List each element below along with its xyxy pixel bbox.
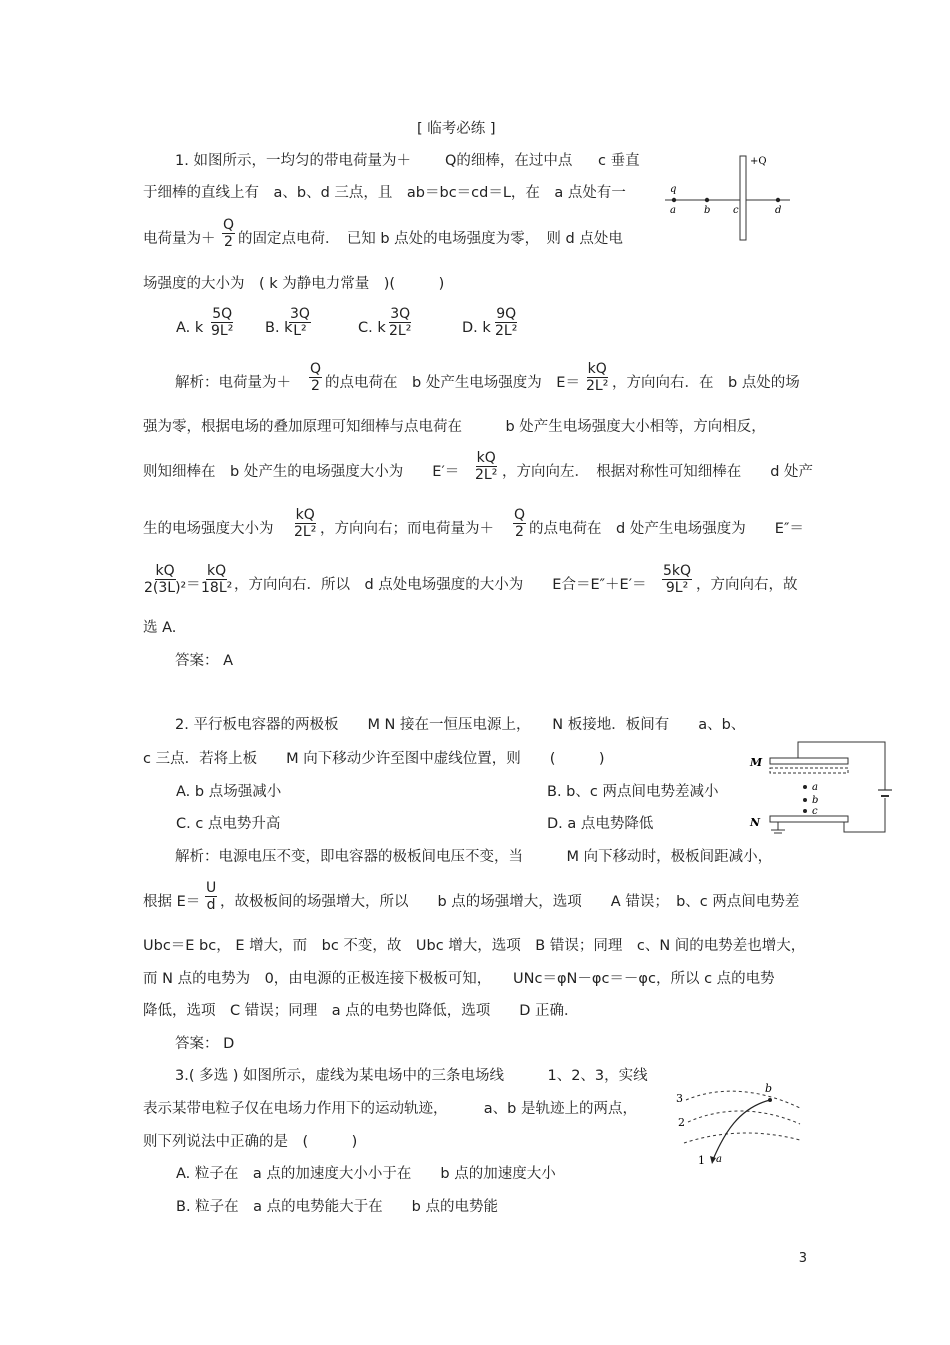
s1-fraction-kq-2l2-a: $\frac{kQ}{\text{2L²}}$ [586, 361, 609, 394]
s2-line1: 解析：电源电压不变，即电容器的极板间电压不变，当 M 向下移动时，极板间距减小， [175, 849, 773, 865]
s1-line1a: 解析：电荷量为＋ [175, 375, 291, 391]
s2-line2b: ，故极板间的场强增大，所以 b 点的场强增大，选项 A 错误； b、c 两点间电势差 [220, 894, 800, 910]
fig2-label-n: N [750, 816, 761, 829]
q1-line4: 场强度的大小为 ( k 为静电力常量 )( ) [143, 276, 445, 292]
q2-line2: c 三点．若将上板 M 向下移动少许至图中虚线位置，则 ( ) [143, 751, 605, 767]
q3-line2: 表示某带电粒子仅在电场力作用下的运动轨迹， a、b 是轨迹上的两点， [143, 1101, 637, 1117]
s2-line3: Ubc＝E bc， E 增大，而 bc 不变，故 Ubc 增大，选项 B 错误；同理 c、N 间的电势差也增大， [143, 938, 806, 954]
s2-line5: 降低，选项 C 错误；同理 a 点的电势也降低，选项 D 正确． [143, 1003, 579, 1019]
s1-line3a: 则知细棒在 b 处产生的电场强度大小为 E′＝ [143, 464, 460, 480]
q1-line3a: 电荷量为＋ [143, 231, 216, 247]
q1-option-d-fraction: $\frac{9Q}{\text{2L²}}$ [495, 306, 518, 339]
q2-option-d: D. a 点电势降低 [547, 816, 654, 832]
q3-option-b: B. 粒子在 a 点的电势能大于在 b 点的电势能 [176, 1199, 498, 1215]
fig2-label-b: b [812, 795, 819, 806]
fig2-label-c: c [812, 806, 818, 817]
s1-fraction-kq-2l2-b: $\frac{kQ}{\text{2L²}}$ [475, 450, 498, 483]
fig3-label-a: a [716, 1154, 722, 1165]
s1-line5b: ，方向向右．所以 d 点处电场强度的大小为 E合＝E″＋E′＝ [234, 577, 647, 593]
q1-option-b-fraction: $\frac{3Q}{\text{L²}}$ [290, 306, 310, 339]
s1-fraction-kq-2l2-c: $\frac{kQ}{\text{2L²}}$ [294, 507, 317, 540]
fig2-label-m: M [750, 756, 763, 769]
q2-line1: 2. 平行板电容器的两极板 M N 接在一恒压电源上， N 板接地．板间有 a、b、 [175, 717, 746, 733]
q1-line1c: c 垂直 [598, 153, 640, 169]
q1-option-c-fraction: $\frac{3Q}{\text{2L²}}$ [389, 306, 412, 339]
s1-line5c: ，方向向右，故 [696, 577, 798, 593]
q1-option-a: A. k [176, 320, 204, 336]
s2-line4: 而 N 点的电势为 0，由电源的正极连接下极板可知， UNc＝φN－φc＝－φc，所以 c 点的电势 [143, 971, 775, 987]
q2-answer: 答案： D [175, 1036, 235, 1052]
s1-line5a: ＝ [186, 577, 201, 593]
q3-field-lines-figure [674, 1078, 804, 1170]
q1-answer: 答案： A [175, 653, 234, 669]
q1-line2: 于细棒的直线上有 a、b、d 三点，且 ab＝bc＝cd＝L，在 a 点处有一 [143, 185, 626, 201]
s1-fraction-q-over-2-b: $\frac{Q}{2}$ [514, 507, 526, 540]
q3-line3: 则下列说法中正确的是 ( ) [143, 1134, 358, 1150]
section-header: [ 临考必练 ] [417, 121, 496, 137]
fig1-label-d: d [775, 205, 782, 216]
fig2-label-a: a [812, 782, 818, 793]
q1-line1a: 1. 如图所示，一均匀的带电荷量为＋ [175, 153, 411, 169]
s1-fraction-5kq-9l2: $\frac{5kQ}{\text{9L²}}$ [663, 563, 692, 596]
q1-option-d: D. k [462, 320, 491, 336]
q1-option-b: B. k [265, 320, 293, 336]
s1-line2: 强为零，根据电场的叠加原理可知细棒与点电荷在 b 处产生电场强度大小相等，方向相反， [143, 419, 766, 435]
s1-fraction-kq-18l2: $\frac{kQ}{\text{18L²}}$ [201, 563, 233, 596]
q1-line1b: Q的细棒，在过中点 [445, 153, 573, 169]
s1-line1b: 的点电荷在 b 处产生电场强度为 E＝ [325, 375, 580, 391]
fig1-label-plus-q: +Q [750, 156, 767, 167]
s1-line4a: 生的电场强度大小为 [143, 521, 274, 537]
q3-option-a: A. 粒子在 a 点的加速度大小小于在 b 点的加速度大小 [176, 1166, 556, 1182]
s1-line4c: 的点电荷在 d 处产生电场强度为 E″＝ [529, 521, 804, 537]
s2-fraction-u-over-d: $\frac{U}{d}$ [206, 880, 217, 913]
s1-line1c: ，方向向右．在 b 点处的场 [612, 375, 800, 391]
s1-fraction-kq-23l2: $\frac{kQ}{\text{2(3L)²}}$ [144, 563, 187, 596]
page-number: 3 [798, 1251, 807, 1266]
fig1-label-a: a [670, 205, 676, 216]
fig3-label-1: 1 [698, 1154, 705, 1167]
s1-line3b: ，方向向左． 根据对称性可知细棒在 d 处产 [502, 464, 814, 480]
s1-line6: 选 A. [143, 620, 177, 636]
fig1-label-c: c [733, 205, 739, 216]
q2-option-a: A. b 点场强减小 [176, 784, 282, 800]
q3-line1: 3.( 多选 ) 如图所示，虚线为某电场中的三条电场线 1、2、3，实线 [175, 1068, 648, 1084]
s1-fraction-q-over-2: $\frac{Q}{2}$ [310, 361, 322, 394]
q1-line3b: 的固定点电荷． 已知 b 点处的电场强度为零， 则 d 点处电 [238, 231, 623, 247]
fig1-label-q: q [670, 184, 677, 195]
q1-option-c: C. k [358, 320, 386, 336]
q1-rod-figure [660, 152, 795, 242]
s1-line4b: ，方向向右；而电荷量为＋ [320, 521, 494, 537]
q2-option-c: C. c 点电势升高 [176, 816, 281, 832]
s2-line2a: 根据 E＝ [143, 894, 201, 910]
fig3-label-3: 3 [676, 1092, 683, 1105]
q2-option-b: B. b、c 两点间电势差减小 [547, 784, 719, 800]
fig3-label-b: b [765, 1082, 773, 1095]
fig1-label-b: b [704, 205, 711, 216]
q1-option-a-fraction: $\frac{5Q}{\text{9L²}}$ [211, 306, 234, 339]
q2-capacitor-figure [748, 738, 892, 838]
fig3-label-2: 2 [678, 1116, 685, 1129]
fraction-q-over-2: $\frac{Q}{2}$ [223, 217, 235, 250]
